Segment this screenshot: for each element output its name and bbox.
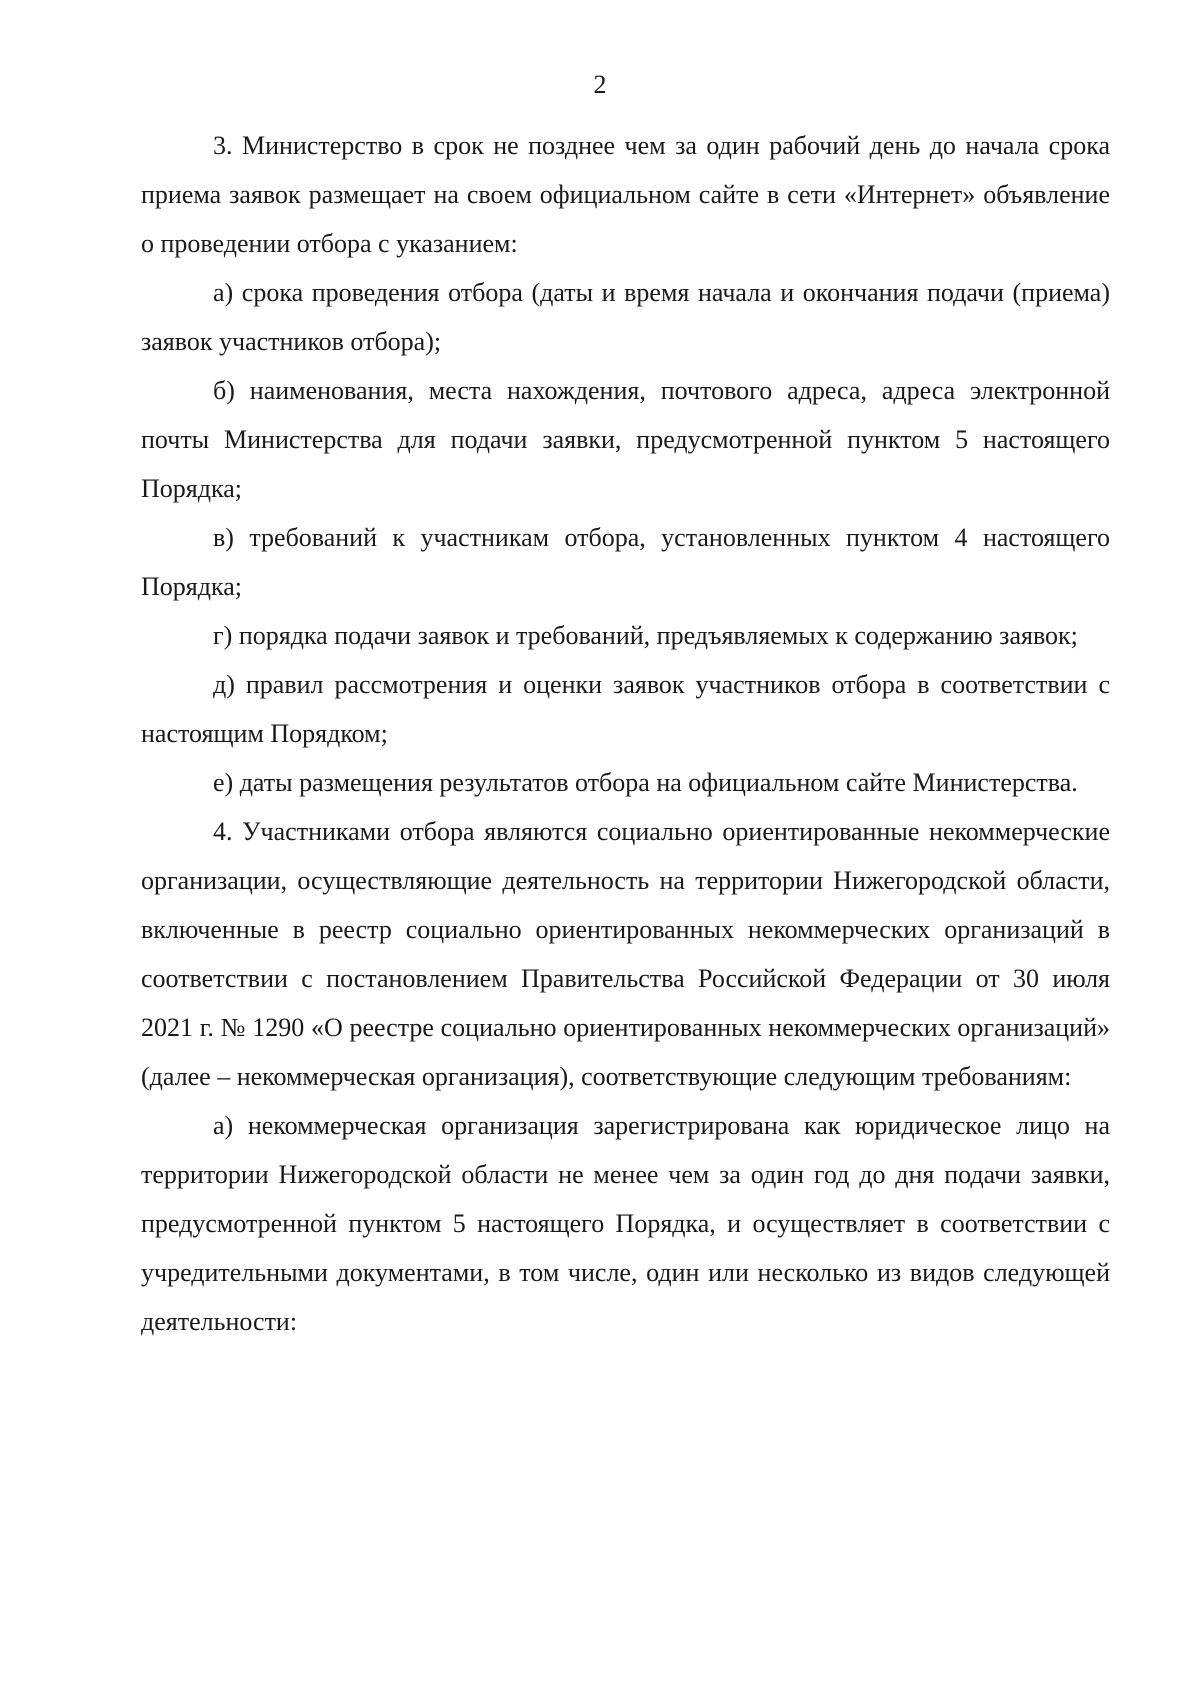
paragraph-subitem-g: г) порядка подачи заявок и требований, предъявляемых к содержанию заявок;: [213, 621, 1078, 650]
document-body: [141, 121, 1110, 1346]
paragraph-subitem-e: е) даты размещения результатов отбора на официальном сайте Министерства.: [213, 768, 1078, 797]
paragraph-subitem-b: б) наименования, места нахождения, почтового адреса, адреса электронной почты Министерства для подачи заявки, предусмотренной пунктом 5 настоящего Порядка;: [141, 376, 1110, 503]
paragraph-subitem-d: д) правил рассмотрения и оценки заявок участников отбора в соответствии с настоящим Порядком;: [141, 670, 1110, 748]
paragraph-item-4-subitem-a: а) некоммерческая организация зарегистрирована как юридическое лицо на территории Нижегородской области не менее чем за один год до дня подачи заявки, предусмотренной пунктом 5 настоящего Порядка, и осуществляет в соответствии с учредительными документами, в том числе, один или несколько из видов следующей деятельности:: [141, 1111, 1110, 1336]
paragraph-item-3: 3. Министерство в срок не позднее чем за один рабочий день до начала срока приема заявок размещает на своем официальном сайте в сети «Интернет» объявление о проведении отбора с указанием:: [141, 131, 1110, 258]
paragraph-subitem-a: а) срока проведения отбора (даты и время начала и окончания подачи (приема) заявок участников отбора);: [141, 278, 1110, 356]
paragraph-subitem-v: в) требований к участникам отбора, установленных пунктом 4 настоящего Порядка;: [141, 523, 1110, 601]
paragraph-item-4: 4. Участниками отбора являются социально ориентированные некоммерческие организации, осуществляющие деятельность на территории Нижегородской области, включенные в реестр социально ориентированных некоммерческих организаций в соответствии с постановлением Правительства Российской Федерации от 30 июля 2021 г. № 1290 «О реестре социально ориентированных некоммерческих организаций» (далее – некоммерческая организация), соответствующие следующим требованиям:: [141, 817, 1110, 1091]
page-number: 2: [593, 70, 607, 99]
